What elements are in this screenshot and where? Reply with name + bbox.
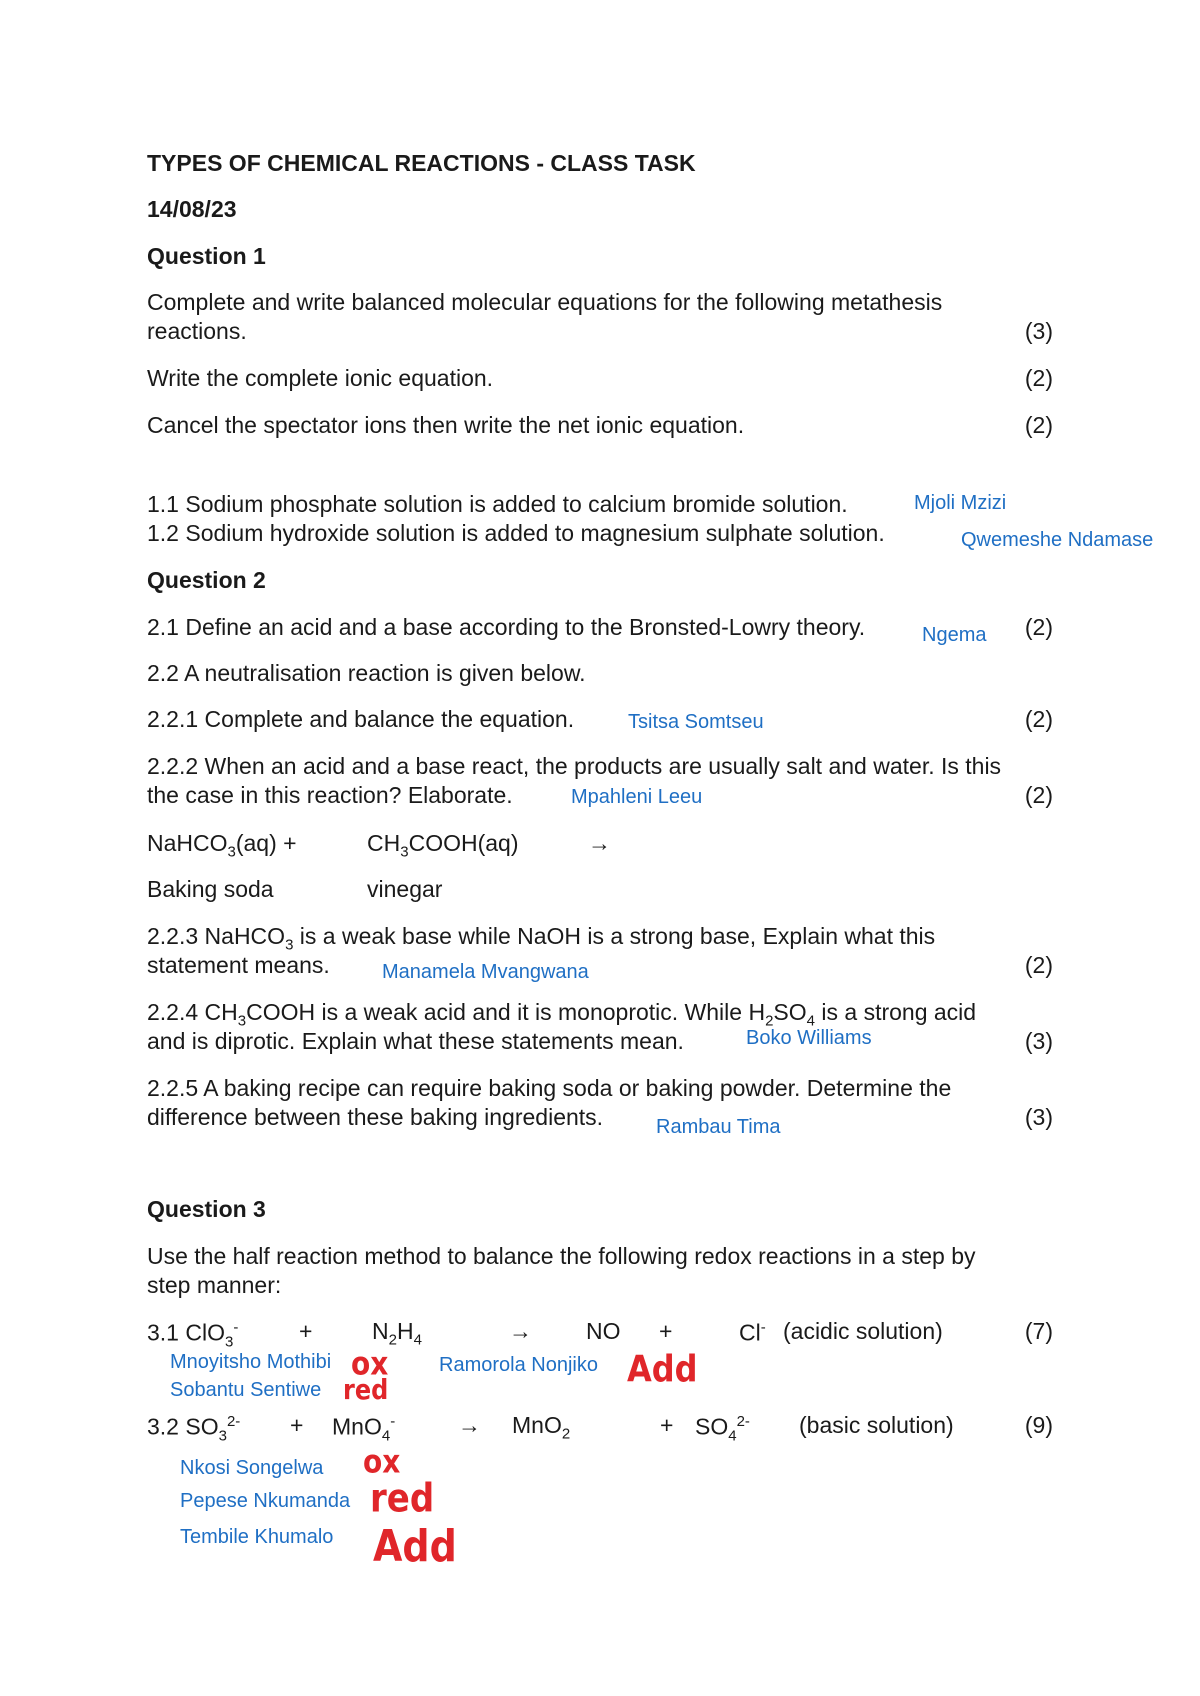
equation-label-baking-soda: Baking soda: [147, 876, 274, 902]
q3-1-plus-1: +: [299, 1318, 313, 1344]
q3-1-student-name-2: Sobantu Sentiwe: [170, 1379, 322, 1401]
q2-item-2-2-4-line-2: and is diprotic. Explain what these statements mean.: [147, 1028, 684, 1054]
q3-2-condition: (basic solution): [799, 1412, 954, 1438]
q2-item-2-2-3-mark: (2): [1024, 952, 1053, 978]
q3-1-product-no: NO: [586, 1318, 621, 1344]
q3-2-student-name-3: Tembile Khumalo: [180, 1526, 334, 1548]
equation-label-vinegar: vinegar: [367, 876, 443, 902]
q2-item-2-2-3-line-2: statement means.: [147, 952, 330, 978]
q3-1-handwritten-add: Add: [627, 1347, 698, 1391]
q3-1-product-chloride: Cl-: [739, 1319, 766, 1346]
q2-item-2-2-4-student-name: Boko Williams: [746, 1027, 872, 1049]
q2-item-2-1-student-name: Ngema: [922, 624, 987, 646]
q1-instruction-3: Cancel the spectator ions then write the net ionic equation.: [147, 412, 745, 438]
q3-2-handwritten-red: red: [370, 1476, 435, 1522]
q2-item-2-2-2-line-2: the case in this reaction? Elaborate.: [147, 782, 513, 808]
q1-item-1: 1.1 Sodium phosphate solution is added to calcium bromide solution.: [147, 491, 848, 517]
document-title: TYPES OF CHEMICAL REACTIONS - CLASS TASK: [147, 150, 696, 176]
q3-2-product-mno2: MnO$_2$: [512, 1412, 571, 1443]
q3-instruction-line-2: step manner:: [147, 1272, 282, 1298]
q2-item-2-2-5-line-1: 2.2.5 A baking recipe can require baking soda or baking powder. Determine the: [147, 1075, 952, 1101]
q3-2-plus-1: +: [290, 1412, 304, 1438]
q2-item-2-2-2-mark: (2): [1024, 782, 1053, 808]
q3-2-plus-2: +: [660, 1412, 674, 1438]
q2-item-2-2-1-student-name: Tsitsa Somtseu: [628, 711, 764, 733]
q3-2-mark: (9): [1024, 1412, 1053, 1438]
q2-item-2-2-5-line-2: difference between these baking ingredients.: [147, 1104, 604, 1130]
q3-1-handwritten-red: red: [343, 1373, 389, 1407]
q2-item-2-2-4-line-1: 2.2.4 $CH_3COOH$ is a weak acid and it is monoprotic. While $H_2SO_4$ is a strong acid: [147, 999, 977, 1030]
q3-2-handwritten-ox: ox: [363, 1442, 401, 1481]
q2-item-2-2-3-student-name: Manamela Mvangwana: [382, 961, 589, 983]
equation-arrow: →: [588, 830, 611, 856]
q1-item-2-student-name: Qwemeshe Ndamase: [961, 529, 1154, 551]
document-date: 14/08/23: [147, 196, 237, 222]
q2-item-2-1-mark: (2): [1024, 614, 1053, 640]
q3-instruction-line-1: Use the half reaction method to balance the following redox reactions in a step by: [147, 1243, 976, 1269]
q2-item-2-2-5-mark: (3): [1024, 1104, 1053, 1130]
equation-reactant-vinegar: $CH_3COOH(aq)$: [367, 830, 519, 861]
q3-2-arrow: →: [458, 1412, 481, 1438]
q2-item-2-2-2-student-name: Mpahleni Leeu: [571, 786, 703, 808]
q2-item-2-2-1-mark: (2): [1024, 706, 1053, 732]
question-2-heading: Question 2: [147, 567, 266, 593]
q2-item-2-2-5-student-name: Rambau Tima: [656, 1116, 781, 1138]
q3-2-reactant-permanganate: MnO$_4$-: [332, 1413, 396, 1445]
q2-item-2-2-1: 2.2.1 Complete and balance the equation.: [147, 706, 575, 732]
q3-1-arrow: →: [509, 1318, 532, 1344]
q2-item-2-1: 2.1 Define an acid and a base according to the Bronsted-Lowry theory.: [147, 614, 866, 640]
q2-item-2-2-2-line-1: 2.2.2 When an acid and a base react, the products are usually salt and water. Is this: [147, 753, 1002, 779]
q3-1-reactant-chlorate: 3.1 ClO$_3$-: [147, 1319, 239, 1351]
equation-reactant-baking-soda: NaHCO$_3$(aq) +: [147, 830, 297, 861]
q1-instruction-2-mark: (2): [1024, 365, 1053, 391]
q3-1-student-name-1: Mnoyitsho Mothibi: [170, 1351, 332, 1373]
q3-1-handwritten-ox: ox: [351, 1344, 389, 1383]
q1-instruction-2: Write the complete ionic equation.: [147, 365, 494, 391]
q3-2-handwritten-add: Add: [373, 1520, 457, 1572]
q1-instruction-1-mark: (3): [1024, 318, 1053, 344]
q3-1-condition: (acidic solution): [783, 1318, 943, 1344]
q1-instruction-1-line-1: Complete and write balanced molecular equations for the following metathesis: [147, 289, 943, 315]
question-3-heading: Question 3: [147, 1196, 266, 1222]
q3-1-plus-2: +: [659, 1318, 673, 1344]
q2-item-2-2-3-line-1: 2.2.3 NaHCO$_3$ is a weak base while NaOH is a strong base, Explain what this: [147, 923, 936, 954]
q3-2-student-name-1: Nkosi Songelwa: [180, 1457, 324, 1479]
q1-instruction-3-mark: (2): [1024, 412, 1053, 438]
q2-item-2-2: 2.2 A neutralisation reaction is given below.: [147, 660, 586, 686]
question-1-heading: Question 1: [147, 243, 266, 269]
q1-instruction-1-line-2: reactions.: [147, 318, 247, 344]
q1-item-1-student-name: Mjoli Mzizi: [914, 492, 1007, 514]
q2-item-2-2-4-mark: (3): [1024, 1028, 1053, 1054]
q3-1-student-name-3: Ramorola Nonjiko: [439, 1354, 598, 1376]
q3-2-reactant-sulfite: 3.2 $SO_3^{2-}$: [147, 1413, 241, 1445]
q3-1-mark: (7): [1024, 1318, 1053, 1344]
q3-2-product-sulfate: $SO_4^{2-}$: [695, 1413, 750, 1445]
q3-2-student-name-2: Pepese Nkumanda: [180, 1490, 351, 1512]
q3-1-reactant-hydrazine: $N_2H_4$: [372, 1318, 422, 1349]
q1-item-2: 1.2 Sodium hydroxide solution is added to magnesium sulphate solution.: [147, 520, 885, 546]
